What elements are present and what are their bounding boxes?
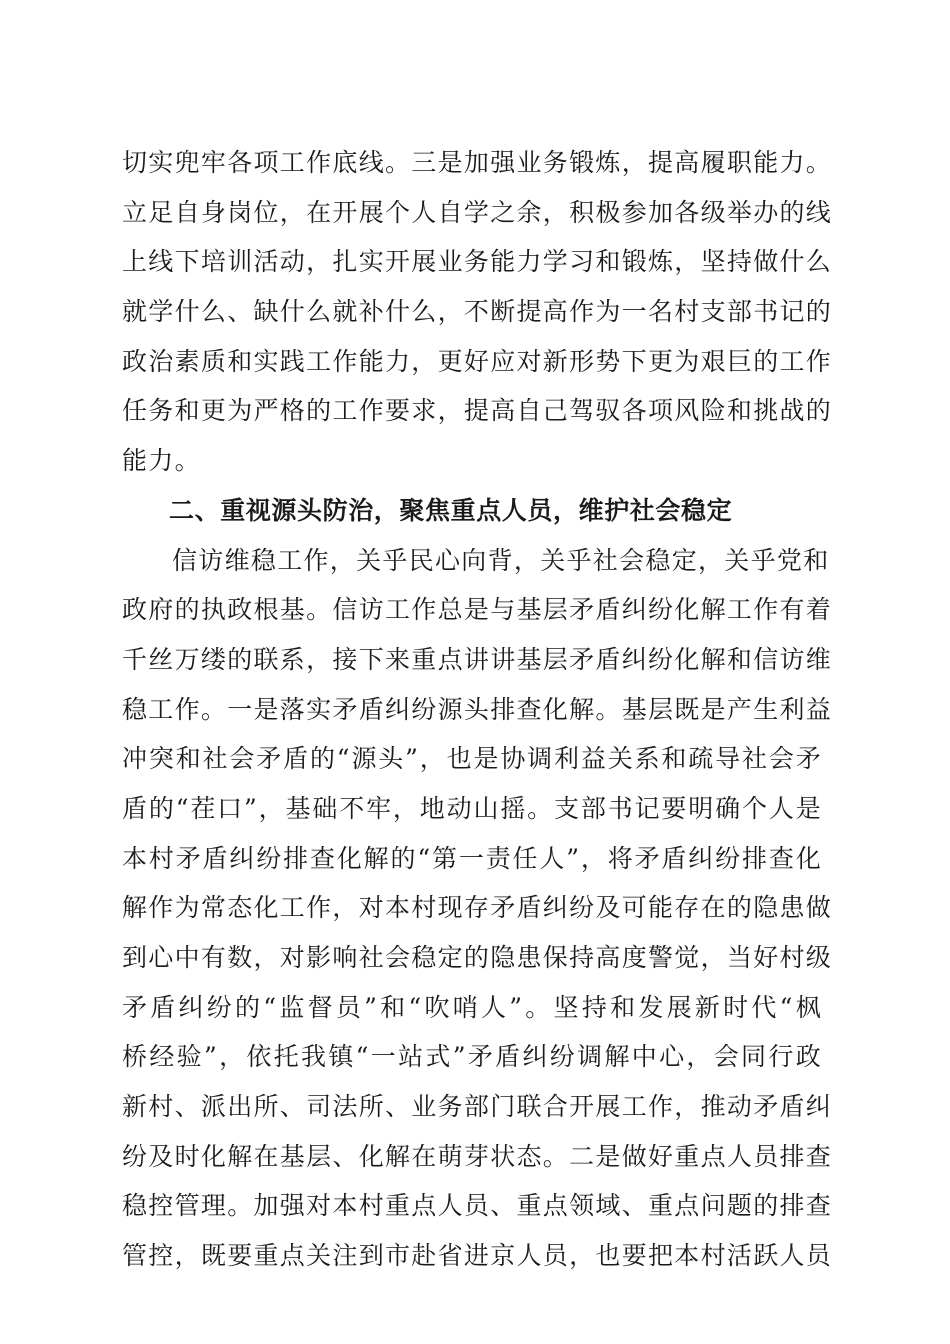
body-line: 冲突和社会矛盾的“源头”，也是协调利益关系和疏导社会矛	[122, 744, 822, 774]
body-line: 到心中有数，对影响社会稳定的隐患保持高度警觉，当好村级	[122, 943, 833, 972]
body-line: 纷及时化解在基层、化解在萌芽状态。二是做好重点人员排查	[122, 1141, 833, 1171]
body-line: 盾的“茬口”，基础不牢，地动山摇。支部书记要明确个人是	[122, 793, 822, 823]
document-body	[122, 138, 833, 1281]
body-line: 上线下培训活动，扎实开展业务能力学习和锻炼，坚持做什么	[122, 247, 833, 277]
body-line: 政府的执政根基。信访工作总是与基层矛盾纠纷化解工作有着	[122, 595, 833, 625]
body-line: 能力。	[122, 446, 201, 476]
body-line: 稳工作。一是落实矛盾纠纷源头排查化解。基层既是产生利益	[122, 694, 833, 724]
body-line: 就学什么、缺什么就补什么，不断提高作为一名村支部书记的	[122, 297, 833, 327]
body-line: 桥经验”，依托我镇“一站式”矛盾纠纷调解中心，会同行政	[122, 1042, 822, 1072]
body-line: 任务和更为严格的工作要求，提高自己驾驭各项风险和挑战的	[122, 396, 833, 426]
section-heading: 二、重视源头防治，聚焦重点人员，维护社会稳定	[169, 495, 733, 525]
body-line: 矛盾纠纷的“监督员”和“吹哨人”。坚持和发展新时代“枫	[122, 992, 822, 1022]
body-line: 本村矛盾纠纷排查化解的“第一责任人”，将矛盾纠纷排查化	[122, 843, 822, 873]
body-line: 立足自身岗位，在开展个人自学之余，积极参加各级举办的线	[122, 197, 833, 227]
body-line: 政治素质和实践工作能力，更好应对新形势下更为艰巨的工作	[122, 346, 833, 376]
body-line: 解作为常态化工作，对本村现存矛盾纠纷及可能存在的隐患做	[122, 893, 833, 923]
body-line: 稳控管理。加强对本村重点人员、重点领域、重点问题的排查	[122, 1191, 833, 1221]
paragraph-first-line: 信访维稳工作，关乎民心向背，关乎社会稳定，关乎党和	[172, 545, 830, 575]
body-line: 管控，既要重点关注到市赴省进京人员，也要把本村活跃人员	[122, 1241, 833, 1271]
body-line: 千丝万缕的联系，接下来重点讲讲基层矛盾纠纷化解和信访维	[122, 644, 833, 674]
body-line: 新村、派出所、司法所、业务部门联合开展工作，推动矛盾纠	[122, 1092, 833, 1122]
body-line: 切实兜牢各项工作底线。三是加强业务锻炼，提高履职能力。	[122, 148, 833, 177]
